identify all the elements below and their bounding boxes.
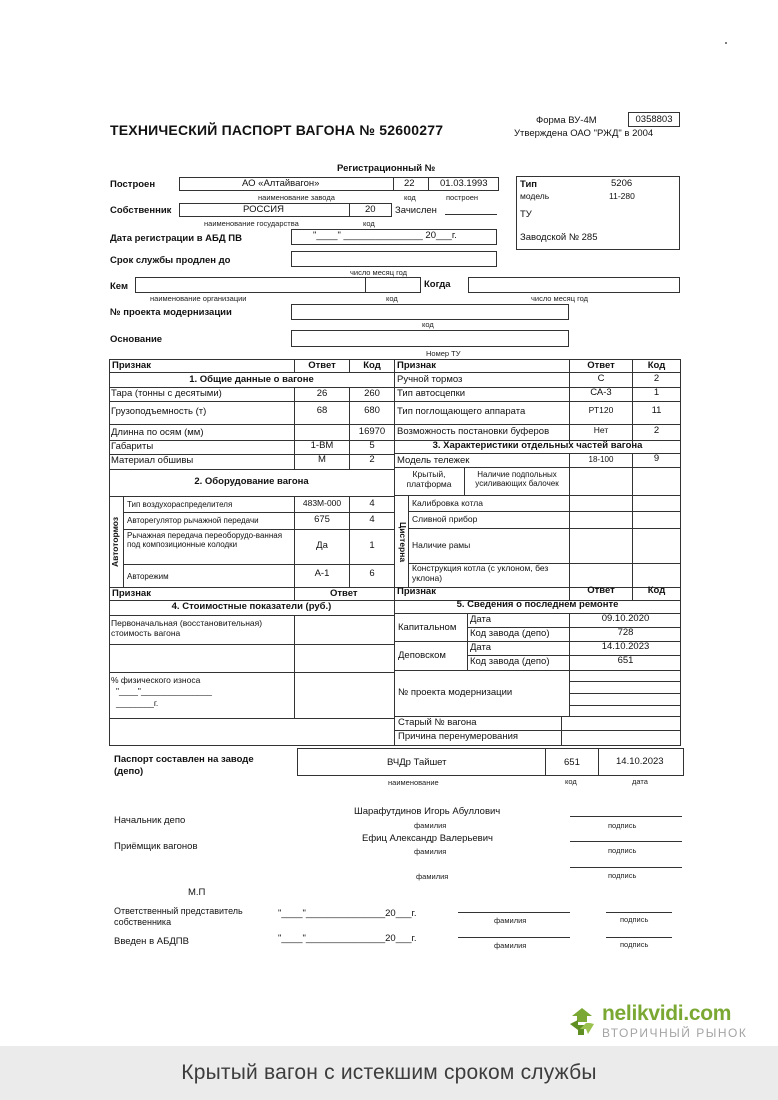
cap-code: код xyxy=(404,193,416,202)
initial-cost-label: Первоначальная (восстановительная) стоимость вагона xyxy=(111,618,263,638)
cap-tu: Номер ТУ xyxy=(426,349,461,358)
h2-answer-left: Ответ xyxy=(330,588,358,599)
cap-surname-3: фамилия xyxy=(416,872,449,881)
basis-box xyxy=(291,330,569,347)
h-code-left: Код xyxy=(363,360,381,371)
passport-name: ВЧДр Тайшет xyxy=(387,757,447,768)
old-num-label: Старый № вагона xyxy=(398,717,477,728)
wear-date1: "____"_______________ xyxy=(116,686,212,696)
cap-signature-2: подпись xyxy=(608,846,637,855)
modern-num-label: № проекта модернизации xyxy=(398,687,513,698)
capital-code-label: Код завода (депо) xyxy=(470,628,550,639)
covered-label: Крытый, платформа xyxy=(406,469,452,489)
row8-label: Рычажная передача переоборудо-ванная под композиционные колодки xyxy=(127,531,283,550)
row9-label: Авторежим xyxy=(127,572,169,581)
cap-modern-code: код xyxy=(422,320,434,329)
cap-signature-5: подпись xyxy=(620,940,649,949)
row8-code: 1 xyxy=(369,540,375,551)
reg-date-label: Дата регистрации в АБД ПВ xyxy=(110,233,242,244)
cap-org: наименование организации xyxy=(150,294,247,303)
built-label: Построен xyxy=(110,179,156,190)
passport-label: Паспорт составлен на заводе (депо) xyxy=(114,754,254,778)
row2-code: 680 xyxy=(364,405,380,416)
entered-label: Введен в АБДПВ xyxy=(114,936,189,947)
cap-signature-1: подпись xyxy=(608,821,637,830)
cap-plant: наименование завода xyxy=(258,193,335,202)
rrow1-label: Ручной тормоз xyxy=(397,374,463,385)
acceptor-label: Приёмщик вагонов xyxy=(114,841,198,852)
row9-code: 6 xyxy=(369,568,375,579)
tank-row3: Наличие рамы xyxy=(412,540,471,550)
tank-row1: Калибровка котла xyxy=(412,498,483,508)
life-box xyxy=(291,251,497,267)
cap-surname-2: фамилия xyxy=(414,847,447,856)
capital-code: 728 xyxy=(617,627,634,638)
rrow1-answer: С xyxy=(597,373,605,384)
tank-row2: Сливной прибор xyxy=(412,514,478,524)
capital-date-label: Дата xyxy=(470,614,492,625)
passport-date: 14.10.2023 xyxy=(616,756,664,767)
passport-code: 651 xyxy=(564,757,580,768)
row9-answer: А-1 xyxy=(314,568,330,579)
reg-date-value: "____" _______________ 20___г. xyxy=(313,230,457,241)
when-label: Когда xyxy=(424,279,451,290)
tu-label: ТУ xyxy=(520,209,532,220)
cap-passport-code: код xyxy=(565,777,577,786)
h-answer-left: Ответ xyxy=(308,360,336,371)
row5-label: Материал обшивы xyxy=(111,455,194,466)
row8-answer: Да xyxy=(316,540,328,551)
row3-code: 16970 xyxy=(358,426,386,437)
row3-label: Длинна по осям (мм) xyxy=(111,427,204,438)
tank-row4: Конструкция котла (с уклоном, без уклона) xyxy=(412,563,549,583)
depot-head-name: Шарафутдинов Игорь Абуллович xyxy=(354,806,501,817)
auto-brake-label: Автотормоз xyxy=(110,516,120,568)
stamp-label: М.П xyxy=(188,887,206,898)
cap-when-date: число месяц год xyxy=(531,294,589,303)
depot-head-label: Начальник депо xyxy=(114,815,186,826)
rrow4-answer: Нет xyxy=(593,425,609,435)
wear-date2: ________г. xyxy=(116,698,159,708)
form-name: Форма ВУ-4М xyxy=(536,115,597,126)
depot-date-label: Дата xyxy=(470,642,492,653)
cap-signature-4: подпись xyxy=(620,915,649,924)
cap-life-date: число месяц год xyxy=(350,268,408,277)
model-label: модель xyxy=(520,191,550,201)
beams-label: Наличие подпольных усиливающих балочек xyxy=(475,470,559,489)
h-sign-right: Признак xyxy=(397,360,436,371)
nelikvidi-logo[interactable] xyxy=(566,1002,766,1042)
owner-box xyxy=(179,203,392,217)
logo-name: nelikvidi.com xyxy=(602,1002,732,1025)
reg-number-label: Регистрационный № xyxy=(337,163,436,174)
modern-box xyxy=(291,304,569,320)
built-code: 22 xyxy=(404,178,415,189)
cap-passport-date: дата xyxy=(632,777,648,786)
by-org-box xyxy=(135,277,366,293)
life-label: Срок службы продлен до xyxy=(110,255,231,266)
page-title: ТЕХНИЧЕСКИЙ ПАСПОРТ ВАГОНА № 52600277 xyxy=(110,122,444,138)
cap-surname-4: фамилия xyxy=(494,916,527,925)
rrow1-code: 2 xyxy=(653,373,660,384)
when-box xyxy=(468,277,680,293)
h2-sign-left: Признак xyxy=(112,588,151,599)
serial-label: Заводской № 285 xyxy=(520,232,598,243)
row1-answer: 26 xyxy=(316,388,328,399)
rrow2-code: 1 xyxy=(653,387,660,398)
owner-state: РОССИЯ xyxy=(243,204,284,215)
type-label: Тип xyxy=(520,179,538,190)
row4-code: 5 xyxy=(369,440,375,451)
scan-speck xyxy=(725,42,727,44)
cap-signature-3: подпись xyxy=(608,871,637,880)
built-plant: АО «Алтайвагон» xyxy=(242,178,320,189)
approved-note: Утверждена ОАО "РЖД" в 2004 xyxy=(514,128,654,139)
sec3-title: 3. Характеристики отдельных частей вагона xyxy=(432,440,643,451)
capital-date: 09.10.2020 xyxy=(601,613,650,624)
cap-by-code: код xyxy=(386,294,398,303)
cap-owner-code: код xyxy=(363,219,375,228)
depot-code-label: Код завода (депо) xyxy=(470,656,550,667)
model-value: 11-280 xyxy=(609,191,635,201)
logo-sub: ВТОРИЧНЫЙ РЫНОК xyxy=(602,1026,748,1040)
rrow2-label: Тип автосцепки xyxy=(397,388,466,399)
recycle-icon xyxy=(566,1006,598,1038)
built-date: 01.03.1993 xyxy=(440,178,488,189)
enrolled-label: Зачислен xyxy=(395,205,437,216)
h-code-right: Код xyxy=(647,360,666,371)
rrow3-code: 11 xyxy=(651,405,662,416)
sec1-title: 1. Общие данные о вагоне xyxy=(189,374,314,385)
cap-passport-name: наименование xyxy=(388,778,439,787)
rrow3-label: Тип поглощающего аппарата xyxy=(397,406,526,417)
owner-rep-date: "____"_______________20___г. xyxy=(278,908,417,919)
cap-state: наименование государства xyxy=(204,219,299,228)
row6-label: Тип воздухораспределителя xyxy=(127,500,233,509)
row2-label: Грузоподъемность (т) xyxy=(111,406,207,417)
cap-surname-1: фамилия xyxy=(414,821,447,830)
capital-label: Капитальном xyxy=(398,622,457,633)
h2-answer-right: Ответ xyxy=(587,585,615,596)
row2-answer: 68 xyxy=(316,405,328,416)
owner-label: Собственник xyxy=(110,205,172,216)
row4-answer: 1-ВМ xyxy=(310,440,334,451)
bogie-label: Модель тележек xyxy=(397,455,470,466)
depot-code: 651 xyxy=(617,655,634,666)
by-code-box xyxy=(365,277,421,293)
bogie-code: 9 xyxy=(653,453,660,464)
row7-code: 4 xyxy=(369,514,375,525)
form-number: 0358803 xyxy=(628,112,680,127)
cap-built: построен xyxy=(446,193,479,202)
renum-label: Причина перенумерования xyxy=(398,731,519,742)
bogie-answer: 18-100 xyxy=(588,455,614,464)
cap-surname-5: фамилия xyxy=(494,941,527,950)
by-label: Кем xyxy=(110,281,128,292)
row6-answer: 483М-000 xyxy=(302,498,342,508)
row4-label: Габариты xyxy=(111,441,154,452)
sec4-title: 4. Стоимостные показатели (руб.) xyxy=(171,601,332,612)
h-sign-left: Признак xyxy=(112,360,151,371)
entered-date: "____"_______________20___г. xyxy=(278,933,417,944)
row7-label: Авторегулятор рычажной передачи xyxy=(127,516,259,525)
owner-rep-label: Ответственный представитель собственника xyxy=(114,906,243,927)
basis-label: Основание xyxy=(110,334,163,345)
row5-answer: М xyxy=(318,454,326,465)
row1-label: Тара (тонны с десятыми) xyxy=(111,388,222,399)
depot-date: 14.10.2023 xyxy=(601,641,650,652)
type-value: 5206 xyxy=(611,178,633,189)
acceptor-name: Ефиц Александр Валерьевич xyxy=(362,833,493,844)
rrow2-answer: СА-3 xyxy=(590,387,612,398)
caption-text: Крытый вагон с истекшим сроком службы xyxy=(181,1061,597,1084)
sec5-title: 5. Сведения о последнем ремонте xyxy=(456,599,619,610)
row1-code: 260 xyxy=(364,388,380,399)
row5-code: 2 xyxy=(369,454,375,465)
rrow4-label: Возможность постановки буферов xyxy=(397,426,550,437)
wear-label: % физического износа xyxy=(111,675,201,685)
owner-code: 20 xyxy=(365,204,376,215)
tank-label: Цистерна xyxy=(398,521,408,563)
rrow4-code: 2 xyxy=(653,425,660,436)
row7-answer: 675 xyxy=(314,514,330,525)
caption-bar xyxy=(0,1046,778,1100)
h2-code-right: Код xyxy=(647,585,666,596)
modern-label: № проекта модернизации xyxy=(110,307,232,318)
h2-sign-right: Признак xyxy=(397,586,436,597)
h-answer-right: Ответ xyxy=(587,360,615,371)
rrow3-answer: РТ120 xyxy=(588,405,614,415)
depot-label: Деповском xyxy=(398,650,446,661)
row6-code: 4 xyxy=(369,498,375,509)
sec2-title: 2. Оборудование вагона xyxy=(194,476,309,487)
